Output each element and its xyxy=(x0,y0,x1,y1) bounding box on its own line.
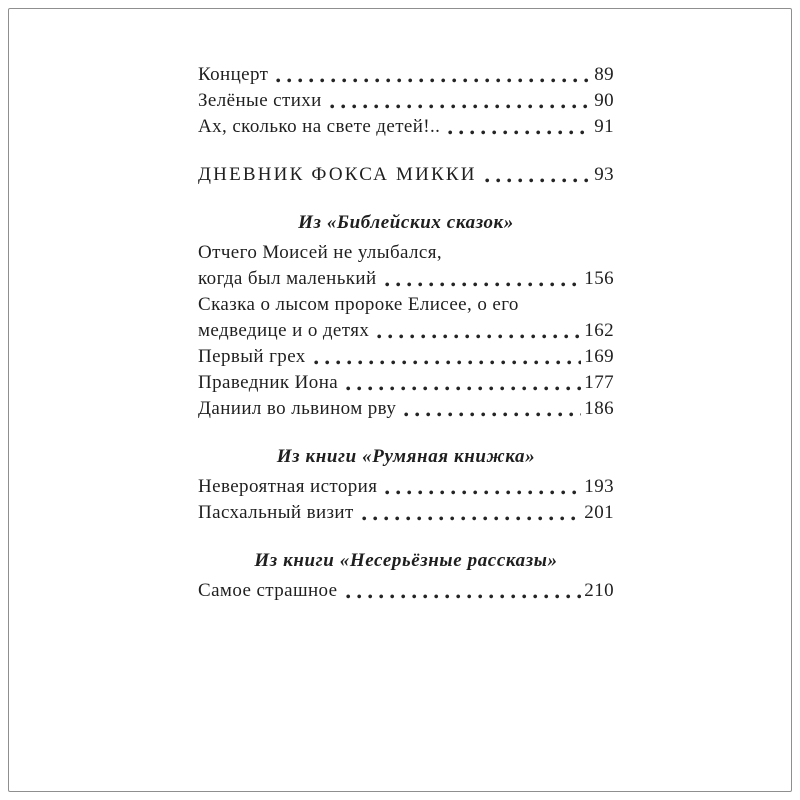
toc-section xyxy=(198,62,614,140)
section-heading: Из «Библейских сказок» xyxy=(298,212,514,233)
dot-leader xyxy=(330,104,591,109)
dot-leader xyxy=(346,386,581,391)
toc-entry-title: Самое страшное xyxy=(198,580,338,601)
toc-entry-page: 156 xyxy=(584,268,614,289)
toc-entry-title: Невероятная история xyxy=(198,476,378,497)
toc-entry-page: 162 xyxy=(584,320,614,341)
toc-entry-title: Отчего Моисей не улыбался, xyxy=(198,242,443,263)
toc-entry-title: Концерт xyxy=(198,64,269,85)
toc-section xyxy=(198,162,614,188)
toc-entry xyxy=(198,240,614,266)
toc-entry-title: Зелёные стихи xyxy=(198,90,322,111)
toc-section xyxy=(198,210,614,422)
dot-leader xyxy=(385,282,582,287)
toc-entry xyxy=(198,370,614,396)
toc-entry-page: 193 xyxy=(584,476,614,497)
table-of-contents xyxy=(198,62,614,604)
toc-entry-page: 177 xyxy=(584,372,614,393)
toc-entry-page: 210 xyxy=(584,580,614,601)
toc-entry-page: 201 xyxy=(584,502,614,523)
section-heading: Из книги «Несерьёзные рассказы» xyxy=(254,550,558,571)
dot-leader xyxy=(314,360,582,365)
toc-entry-title: Первый грех xyxy=(198,346,306,367)
dot-leader xyxy=(276,78,591,83)
toc-entry-title: ДНЕВНИК ФОКСА МИККИ xyxy=(198,164,477,185)
toc-entry-title: медведице и о детях xyxy=(198,320,370,341)
toc-entry xyxy=(198,62,614,88)
dot-leader xyxy=(448,130,591,135)
section-heading: Из книги «Румяная книжка» xyxy=(276,446,536,467)
toc-entry xyxy=(198,88,614,114)
toc-entry xyxy=(198,318,614,344)
dot-leader xyxy=(485,178,592,183)
toc-entry-page: 186 xyxy=(584,398,614,419)
toc-entry-title: Пасхальный визит xyxy=(198,502,354,523)
toc-section xyxy=(198,548,614,604)
toc-entry xyxy=(198,578,614,604)
toc-section xyxy=(198,444,614,526)
dot-leader xyxy=(377,334,581,339)
toc-entry xyxy=(198,500,614,526)
dot-leader xyxy=(362,516,582,521)
toc-entry-title: Праведник Иона xyxy=(198,372,339,393)
toc-entry-page: 89 xyxy=(594,64,614,85)
toc-entry-page: 90 xyxy=(594,90,614,111)
toc-entry xyxy=(198,114,614,140)
dot-leader xyxy=(385,490,581,495)
toc-entry xyxy=(198,292,614,318)
toc-entry-page: 93 xyxy=(594,164,614,185)
toc-entry-page: 169 xyxy=(584,346,614,367)
dot-leader xyxy=(404,412,581,417)
toc-entry-title: Ах, сколько на свете детей!.. xyxy=(198,116,441,137)
toc-entry-page: 91 xyxy=(594,116,614,137)
toc-entry xyxy=(198,474,614,500)
toc-entry xyxy=(198,162,614,188)
dot-leader xyxy=(346,594,582,599)
toc-entry xyxy=(198,344,614,370)
toc-entry-title: когда был маленький xyxy=(198,268,377,289)
toc-entry xyxy=(198,266,614,292)
toc-entry-title: Даниил во львином рву xyxy=(198,398,397,419)
toc-entry-title: Сказка о лысом пророке Елисее, о его xyxy=(198,294,519,315)
toc-entry xyxy=(198,396,614,422)
